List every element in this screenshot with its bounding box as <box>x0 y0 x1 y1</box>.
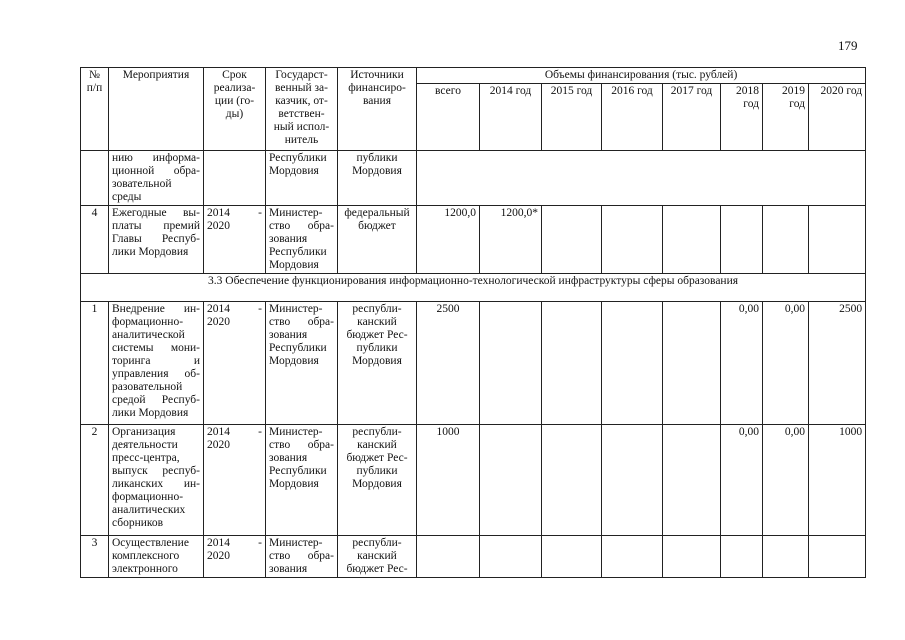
continuation-customer: Республики Мордовия <box>266 151 338 206</box>
row1-2018: 0,00 <box>721 302 763 425</box>
table-row <box>81 206 866 274</box>
row1-source: республи-канский бюджет Рес-публики Мордовия <box>338 302 417 425</box>
continuation-source: публики Мордовия <box>338 151 417 206</box>
row3-num: 3 <box>81 536 109 578</box>
row2-total: 1000 <box>417 425 480 536</box>
table-row <box>81 425 866 536</box>
row2-customer: Министер-ство обра-зования Республики Мордовия <box>266 425 338 536</box>
section-title: 3.3 Обеспечение функционирования информационно-технологической инфраструктуры сферы образования <box>81 274 866 302</box>
header-2014: 2014 год <box>480 84 542 151</box>
row2-2018: 0,00 <box>721 425 763 536</box>
table-row <box>81 302 866 425</box>
row3-term: 2014 - 2020 <box>204 536 266 578</box>
header-term: Срок реализа-ции (го-ды) <box>204 68 266 151</box>
row4-total: 1200,0 <box>417 206 480 274</box>
header-event: Мероприятия <box>109 68 204 151</box>
row2-term: 2014 - 2020 <box>204 425 266 536</box>
row1-customer: Министер-ство обра-зования Республики Мордовия <box>266 302 338 425</box>
header-num: № п/п <box>81 68 109 151</box>
header-2018: 2018 год <box>721 84 763 151</box>
table-row <box>81 151 866 206</box>
row4-customer: Министер-ство обра-зования Республики Мордовия <box>266 206 338 274</box>
row1-num: 1 <box>81 302 109 425</box>
funding-table <box>80 67 866 578</box>
row2-event: Организация деятельности пресс-центра, выпуск респуб-ликанских ин-формационно-аналитических сборников <box>109 425 204 536</box>
continuation-event: нию информа-ционной обра-зовательной среды <box>109 151 204 206</box>
row2-2019: 0,00 <box>763 425 809 536</box>
row4-event: Ежегодные вы-платы премий Главы Респуб-лики Мордовия <box>109 206 204 274</box>
table-row <box>81 536 866 578</box>
page-number: 179 <box>838 38 858 53</box>
row4-2014: 1200,0* <box>480 206 542 274</box>
header-2016: 2016 год <box>602 84 663 151</box>
header-2017: 2017 год <box>663 84 721 151</box>
header-customer: Государст-венный за-казчик, от-ветствен-ный испол-нитель <box>266 68 338 151</box>
row1-2020: 2500 <box>809 302 866 425</box>
row1-2019: 0,00 <box>763 302 809 425</box>
row3-event: Осуществление комплексного электронного <box>109 536 204 578</box>
header-total: всего <box>417 84 480 151</box>
header-2019: 2019 год <box>763 84 809 151</box>
header-2020: 2020 год <box>809 84 866 151</box>
row2-source: республи-канский бюджет Рес-публики Мордовия <box>338 425 417 536</box>
header-funding: Объемы финансирования (тыс. рублей) <box>417 68 866 84</box>
row2-2020: 1000 <box>809 425 866 536</box>
row4-num: 4 <box>81 206 109 274</box>
header-2015: 2015 год <box>542 84 602 151</box>
row2-num: 2 <box>81 425 109 536</box>
row4-term: 2014 - 2020 <box>204 206 266 274</box>
row3-customer: Министер-ство обра-зования <box>266 536 338 578</box>
row3-source: республи-канский бюджет Рес- <box>338 536 417 578</box>
row1-total: 2500 <box>417 302 480 425</box>
row1-event: Внедрение ин-формационно-аналитической системы мони-торинга и управления об-разовательной средой Респуб-лики Мордовия <box>109 302 204 425</box>
row4-source: федеральный бюджет <box>338 206 417 274</box>
row1-term: 2014 - 2020 <box>204 302 266 425</box>
header-sources: Источники финансиро-вания <box>338 68 417 151</box>
